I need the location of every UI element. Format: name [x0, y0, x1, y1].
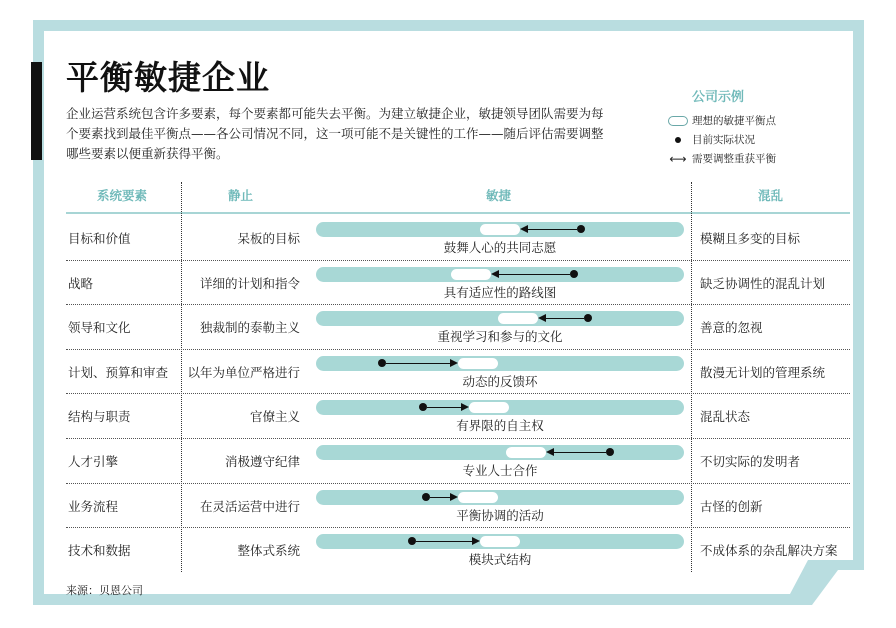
legend-row-actual	[664, 130, 864, 149]
actual-position-dot	[577, 225, 585, 233]
legend-ideal-label: 理想的敏捷平衡点	[692, 115, 776, 127]
row-chaotic-label: 古怪的创新	[700, 498, 763, 514]
adjust-arrow	[386, 363, 450, 364]
row-static-label: 独裁制的泰勒主义	[199, 320, 300, 336]
adjust-arrow	[554, 452, 607, 453]
header-chaotic: 混乱	[758, 188, 784, 203]
legend-row-ideal	[664, 111, 864, 130]
row-element-label: 技术和数据	[68, 543, 131, 559]
row-agile-label: 动态的反馈环	[462, 373, 538, 389]
ideal-balance-point	[458, 492, 498, 503]
ideal-balance-point	[480, 536, 520, 547]
row-chaotic-label: 散漫无计划的管理系统	[700, 364, 826, 380]
row-separator	[66, 438, 850, 439]
legend-row-adjust	[664, 149, 864, 168]
ideal-balance-point	[458, 358, 498, 369]
adjust-arrow	[430, 497, 450, 498]
row-element-label: 目标和价值	[68, 231, 131, 246]
arrow-head	[520, 225, 528, 233]
adjust-arrow	[528, 229, 577, 230]
row-static-label: 在灵活运营中进行	[199, 498, 300, 514]
legend-title: 公司示例	[692, 90, 745, 105]
actual-position-dot	[570, 270, 578, 278]
row-static-label: 消极遵守纪律	[224, 454, 300, 469]
intro-text: 企业运营系统包含许多要素，每个要素都可能失去平衡。为建立敏捷企业，敏捷领导团队需要为每个要素找到最佳平衡点——各公司情况不同，这一项可能不是关键性的工作——随后评估需要调整哪些要素以便重新获得平衡。	[66, 106, 604, 161]
balance-track	[316, 356, 684, 371]
actual-position-dot	[378, 359, 386, 367]
ideal-balance-point	[498, 313, 538, 324]
row-agile-label: 有界限的自主权	[456, 418, 544, 434]
title-accent-bar	[31, 62, 42, 160]
column-divider	[181, 182, 182, 572]
adjust-arrow	[499, 274, 570, 275]
row-chaotic-label: 善意的忽视	[700, 320, 763, 336]
ideal-balance-point	[469, 402, 509, 413]
row-agile-label: 重视学习和参与的文化	[437, 329, 563, 345]
row-element-label: 领导和文化	[68, 320, 131, 336]
arrow-head	[472, 537, 480, 545]
adjust-arrow	[427, 407, 461, 408]
row-static-label: 官僚主义	[249, 409, 300, 425]
legend	[664, 86, 864, 168]
row-agile-label: 专业人士合作	[462, 463, 538, 478]
legend-adjust-label: 需要调整重获平衡	[692, 153, 776, 165]
dot-icon	[675, 137, 681, 143]
arrow-head	[546, 448, 554, 456]
arrow-head	[450, 359, 458, 367]
double-arrow-icon: ⟷	[669, 151, 687, 166]
ideal-balance-point	[506, 447, 546, 458]
legend-actual-label: 目前实际状况	[692, 134, 755, 146]
header-agile: 敏捷	[486, 188, 512, 203]
actual-position-dot	[419, 403, 427, 411]
row-element-label: 业务流程	[68, 498, 119, 514]
header-static: 静止	[228, 188, 254, 203]
balance-track	[316, 490, 684, 505]
row-agile-label: 模块式结构	[468, 552, 532, 568]
row-static-label: 详细的计划和指令	[199, 275, 300, 291]
row-separator	[66, 349, 850, 350]
source-note: 来源：贝恩公司	[66, 584, 143, 597]
column-divider	[691, 182, 692, 572]
row-separator	[66, 483, 850, 484]
ideal-balance-point	[480, 224, 520, 235]
row-separator	[66, 527, 850, 528]
row-separator	[66, 260, 850, 261]
row-chaotic-label: 不切实际的发明者	[700, 454, 801, 469]
balance-track	[316, 222, 684, 237]
actual-position-dot	[408, 537, 416, 545]
actual-position-dot	[422, 493, 430, 501]
adjust-arrow	[416, 541, 472, 542]
balance-track	[316, 445, 684, 460]
row-element-label: 人才引擎	[68, 454, 119, 469]
row-static-label: 以年为单位严格进行	[187, 364, 300, 380]
row-chaotic-label: 混乱状态	[700, 409, 751, 425]
row-chaotic-label: 缺乏协调性的混乱计划	[700, 275, 826, 291]
row-agile-label: 平衡协调的活动	[456, 507, 544, 523]
row-chaotic-label: 不成体系的杂乱解决方案	[700, 543, 838, 559]
balance-track	[316, 311, 684, 326]
balance-track	[316, 267, 684, 282]
balance-track	[316, 400, 684, 415]
row-chaotic-label: 模糊且多变的目标	[700, 231, 801, 246]
actual-position-dot	[606, 448, 614, 456]
arrow-head	[538, 314, 546, 322]
page-title: 平衡敏捷企业	[66, 58, 270, 97]
header-element: 系统要素	[97, 188, 148, 203]
arrow-head	[450, 493, 458, 501]
row-static-label: 整体式系统	[237, 543, 300, 559]
row-element-label: 战略	[68, 275, 94, 291]
row-separator	[66, 393, 850, 394]
row-static-label: 呆板的目标	[237, 231, 300, 246]
row-element-label: 结构与职责	[68, 409, 131, 425]
row-separator	[66, 304, 850, 305]
row-agile-label: 具有适应性的路线图	[443, 284, 557, 300]
balance-track	[316, 534, 684, 549]
arrow-head	[461, 403, 469, 411]
row-element-label: 计划、预算和审查	[68, 364, 169, 380]
row-agile-label: 鼓舞人心的共同志愿	[443, 240, 557, 255]
ideal-point-icon	[668, 116, 688, 126]
header-rule	[66, 212, 850, 214]
ideal-balance-point	[451, 269, 491, 280]
arrow-head	[491, 270, 499, 278]
adjust-arrow	[546, 318, 584, 319]
actual-position-dot	[584, 314, 592, 322]
